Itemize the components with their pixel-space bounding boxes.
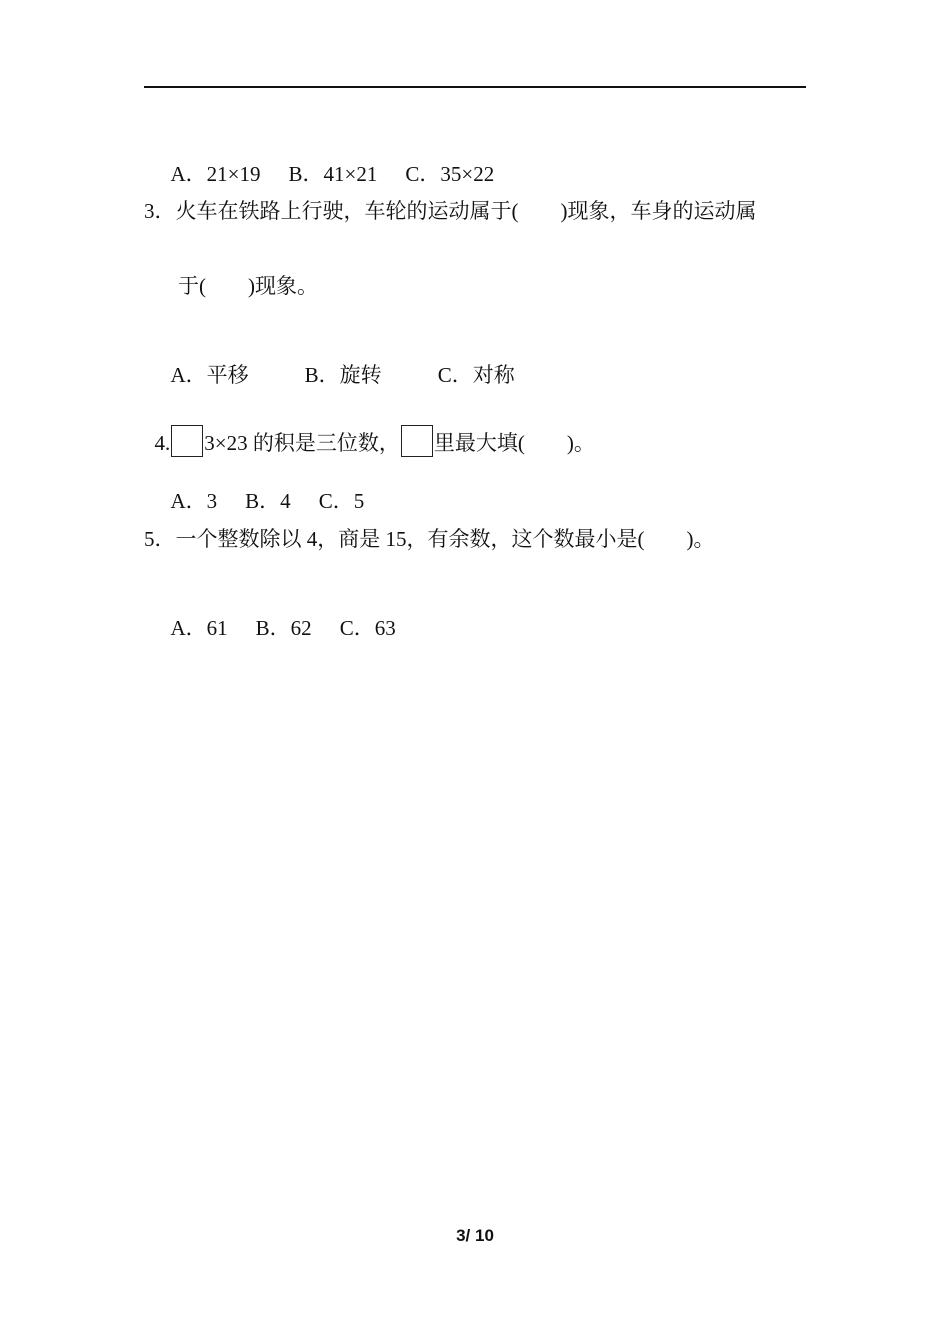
q3-option-a[interactable]: A．平移: [170, 363, 249, 387]
q3-question-line2: 于( )现象。: [178, 274, 318, 298]
q2-option-b[interactable]: B．41×21: [288, 162, 378, 186]
header-rule: [144, 86, 806, 88]
q4-question: [144, 399, 595, 457]
q2-options: [160, 135, 494, 187]
q4-option-c[interactable]: C．5: [318, 489, 365, 513]
q5-options: [160, 589, 396, 641]
q2-option-a[interactable]: A．21×19: [170, 162, 261, 186]
q3-option-b[interactable]: B．旋转: [304, 363, 382, 387]
q3-question-line1: 3．火车在铁路上行驶，车轮的运动属于( )现象，车身的运动属: [144, 199, 757, 223]
q4-options: [160, 462, 364, 514]
q4-option-a[interactable]: A．3: [170, 489, 218, 513]
q5-option-b[interactable]: B．62: [255, 616, 312, 640]
q3-option-c[interactable]: C．对称: [437, 363, 515, 387]
page-number: 3/ 10: [456, 1226, 494, 1245]
q3-options: [160, 336, 515, 388]
q5-option-a[interactable]: A．61: [170, 616, 228, 640]
q5-question: 5．一个整数除以 4，商是 15，有余数，这个数最小是( )。: [144, 527, 715, 551]
q4-option-b[interactable]: B．4: [245, 489, 291, 513]
q5-option-c[interactable]: C．63: [339, 616, 396, 640]
q4-number: 4.: [154, 431, 171, 455]
q4-blank-box-2[interactable]: [401, 425, 433, 457]
q2-option-c[interactable]: C．35×22: [405, 162, 495, 186]
q4-text-part2: 里最大填( )。: [433, 431, 595, 455]
q4-text-part1: 3×23 的积是三位数，: [204, 431, 400, 455]
q4-blank-box-1[interactable]: [171, 425, 203, 457]
